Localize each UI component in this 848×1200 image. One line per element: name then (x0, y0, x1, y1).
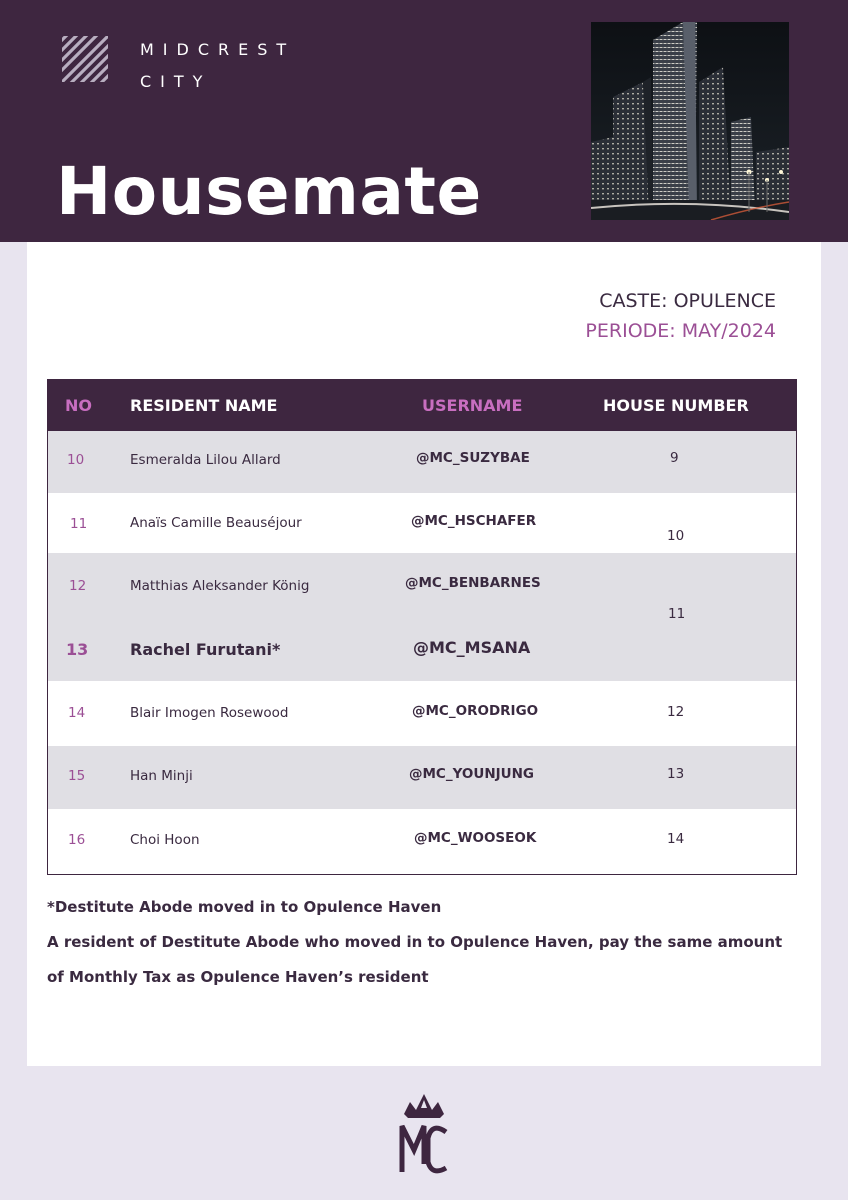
city-skyscrapers-photo (591, 22, 789, 220)
column-header-house: HOUSE NUMBER (603, 396, 749, 415)
footnote-line-2: A resident of Destitute Abode who moved in to Opulence Haven, pay the same amount (47, 933, 783, 951)
row-no: 11 (70, 516, 88, 532)
username: @MC_BENBARNES (405, 575, 541, 591)
username: @MC_MSANA (413, 638, 531, 657)
row-no: 15 (68, 768, 86, 784)
row-no: 13 (66, 640, 89, 659)
row-no: 10 (67, 452, 85, 468)
house-number: 9 (670, 450, 679, 466)
username: @MC_ORODRIGO (412, 703, 539, 719)
house-number: 12 (667, 704, 685, 720)
crown-mc-monogram-icon (396, 1092, 452, 1178)
housemate-table (47, 379, 797, 875)
resident-name: Blair Imogen Rosewood (130, 705, 289, 721)
footnote (47, 890, 807, 995)
resident-name: Matthias Aleksander König (130, 578, 310, 594)
period-label: PERIODE: MAY/2024 (585, 320, 776, 342)
diagonal-stripes-logo-icon (62, 36, 108, 82)
header-banner (0, 0, 848, 242)
username: @MC_WOOSEOK (414, 830, 537, 846)
house-number: 14 (667, 831, 685, 847)
house-number: 13 (667, 766, 685, 782)
resident-name: Esmeralda Lilou Allard (130, 452, 281, 468)
house-number: 11 (668, 606, 686, 622)
resident-name: Rachel Furutani* (130, 640, 281, 659)
row-no: 12 (69, 578, 87, 594)
row-no: 14 (68, 705, 86, 721)
username: @MC_SUZYBAE (416, 450, 530, 466)
row-no: 16 (68, 832, 86, 848)
column-header-name: RESIDENT NAME (130, 396, 278, 415)
house-number: 10 (667, 528, 685, 544)
resident-name: Anaïs Camille Beauséjour (130, 515, 302, 531)
footnote-line-3: of Monthly Tax as Opulence Haven’s resident (47, 968, 429, 986)
table-header (48, 380, 796, 431)
footnote-line-1: *Destitute Abode moved in to Opulence Haven (47, 898, 442, 916)
brand-name (140, 34, 295, 98)
page-title: Housemate (56, 153, 482, 230)
brand-line-2: CITY (140, 72, 212, 91)
resident-name: Choi Hoon (130, 832, 200, 848)
brand-line-1: MIDCREST (140, 40, 296, 59)
caste-info (585, 286, 776, 346)
column-header-username: USERNAME (422, 396, 523, 415)
username: @MC_YOUNJUNG (409, 766, 534, 782)
column-header-no: NO (65, 396, 92, 415)
resident-name: Han Minji (130, 768, 193, 784)
username: @MC_HSCHAFER (411, 513, 537, 529)
caste-label: CASTE: OPULENCE (599, 290, 776, 312)
